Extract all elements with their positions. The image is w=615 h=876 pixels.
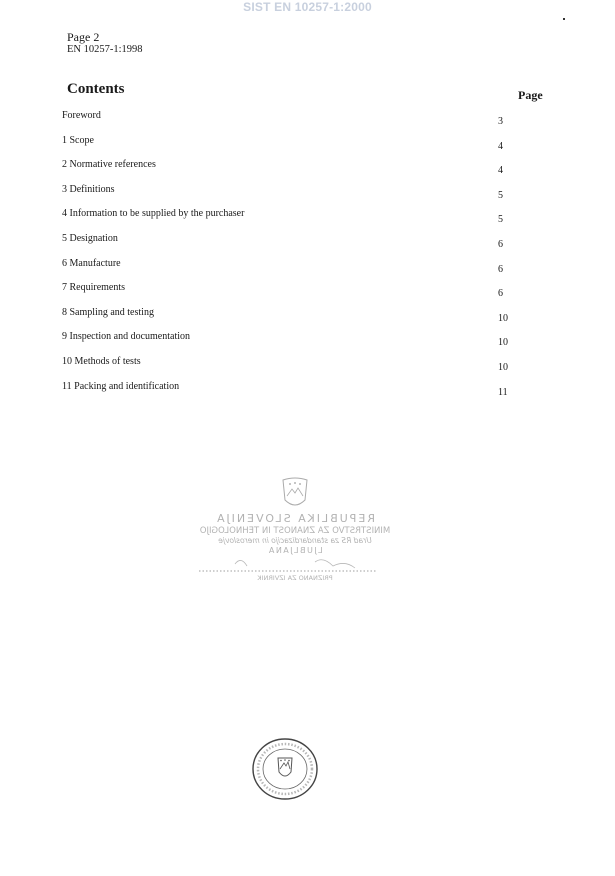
stamp-line-2: MINISTRSTVO ZA ZNANOST IN TEHNOLOGIJO (199, 526, 391, 536)
toc-entry-page: 11 (498, 386, 508, 398)
toc-entry (62, 184, 522, 209)
toc-entry-title: 3 Definitions (62, 183, 115, 195)
standard-label: EN 10257-1:1998 (67, 44, 143, 55)
toc-entry-title: 4 Information to be supplied by the purchaser (62, 208, 245, 220)
toc-entry-page: 5 (498, 214, 503, 226)
stamp-line-5: PRIZNANO ZA IZVIRNIK (257, 574, 333, 582)
seal-coat-of-arms-icon (278, 758, 292, 776)
toc-entry (62, 233, 522, 258)
toc-entry-page: 4 (498, 165, 503, 177)
toc-entry (62, 258, 522, 283)
toc-entry (62, 208, 522, 233)
toc-entry (62, 381, 522, 406)
toc-entry-page: 6 (498, 263, 503, 275)
toc-entry-title: 6 Manufacture (62, 257, 121, 269)
toc-entry-page: 6 (498, 288, 503, 300)
toc-entry-title: 11 Packing and identification (62, 380, 180, 392)
scan-dot (563, 18, 565, 20)
toc-entry-page: 5 (498, 189, 503, 201)
toc-entry-title: 1 Scope (62, 134, 94, 146)
toc-entry (62, 307, 522, 332)
toc-entry (62, 159, 522, 184)
toc-entry-title: 2 Normative references (62, 159, 156, 171)
toc-entry-title: 8 Sampling and testing (62, 306, 154, 318)
page-label: Page 2 (67, 30, 100, 44)
toc-entry-title: 9 Inspection and documentation (62, 331, 191, 343)
page-column-label: Page (518, 88, 543, 102)
toc-entry-title: 10 Methods of tests (62, 355, 141, 367)
toc-entry-title: 5 Designation (62, 232, 118, 244)
toc-entry (62, 331, 522, 356)
toc-entry (62, 110, 522, 135)
toc-entry-page: 10 (498, 312, 508, 324)
toc-entry-title: Foreword (62, 110, 101, 121)
toc-entry-page: 10 (498, 337, 508, 349)
toc-entry (62, 356, 522, 381)
round-seal (250, 736, 320, 802)
toc-entry-page: 6 (498, 238, 503, 250)
stamp-line-4: LJUBLJANA (267, 546, 323, 555)
watermark: SIST EN 10257-1:2000 (243, 0, 372, 14)
stamp-line-1: REPUBLIKA SLOVENIJA (215, 512, 375, 525)
toc-entry-page: 10 (498, 361, 508, 373)
table-of-contents (62, 110, 522, 405)
toc-entry (62, 135, 522, 160)
stamp-line-3: Urad RS za standardizacijo in meroslovje (218, 536, 372, 545)
toc-entry-page: 4 (498, 140, 503, 152)
toc-entry-title: 7 Requirements (62, 282, 126, 294)
toc-entry-page: 3 (498, 116, 503, 127)
coat-of-arms-icon (283, 478, 307, 505)
toc-entry (62, 282, 522, 307)
stamp-signature-scribble (235, 560, 355, 568)
contents-title: Contents (67, 81, 125, 97)
approval-stamp (195, 476, 395, 616)
